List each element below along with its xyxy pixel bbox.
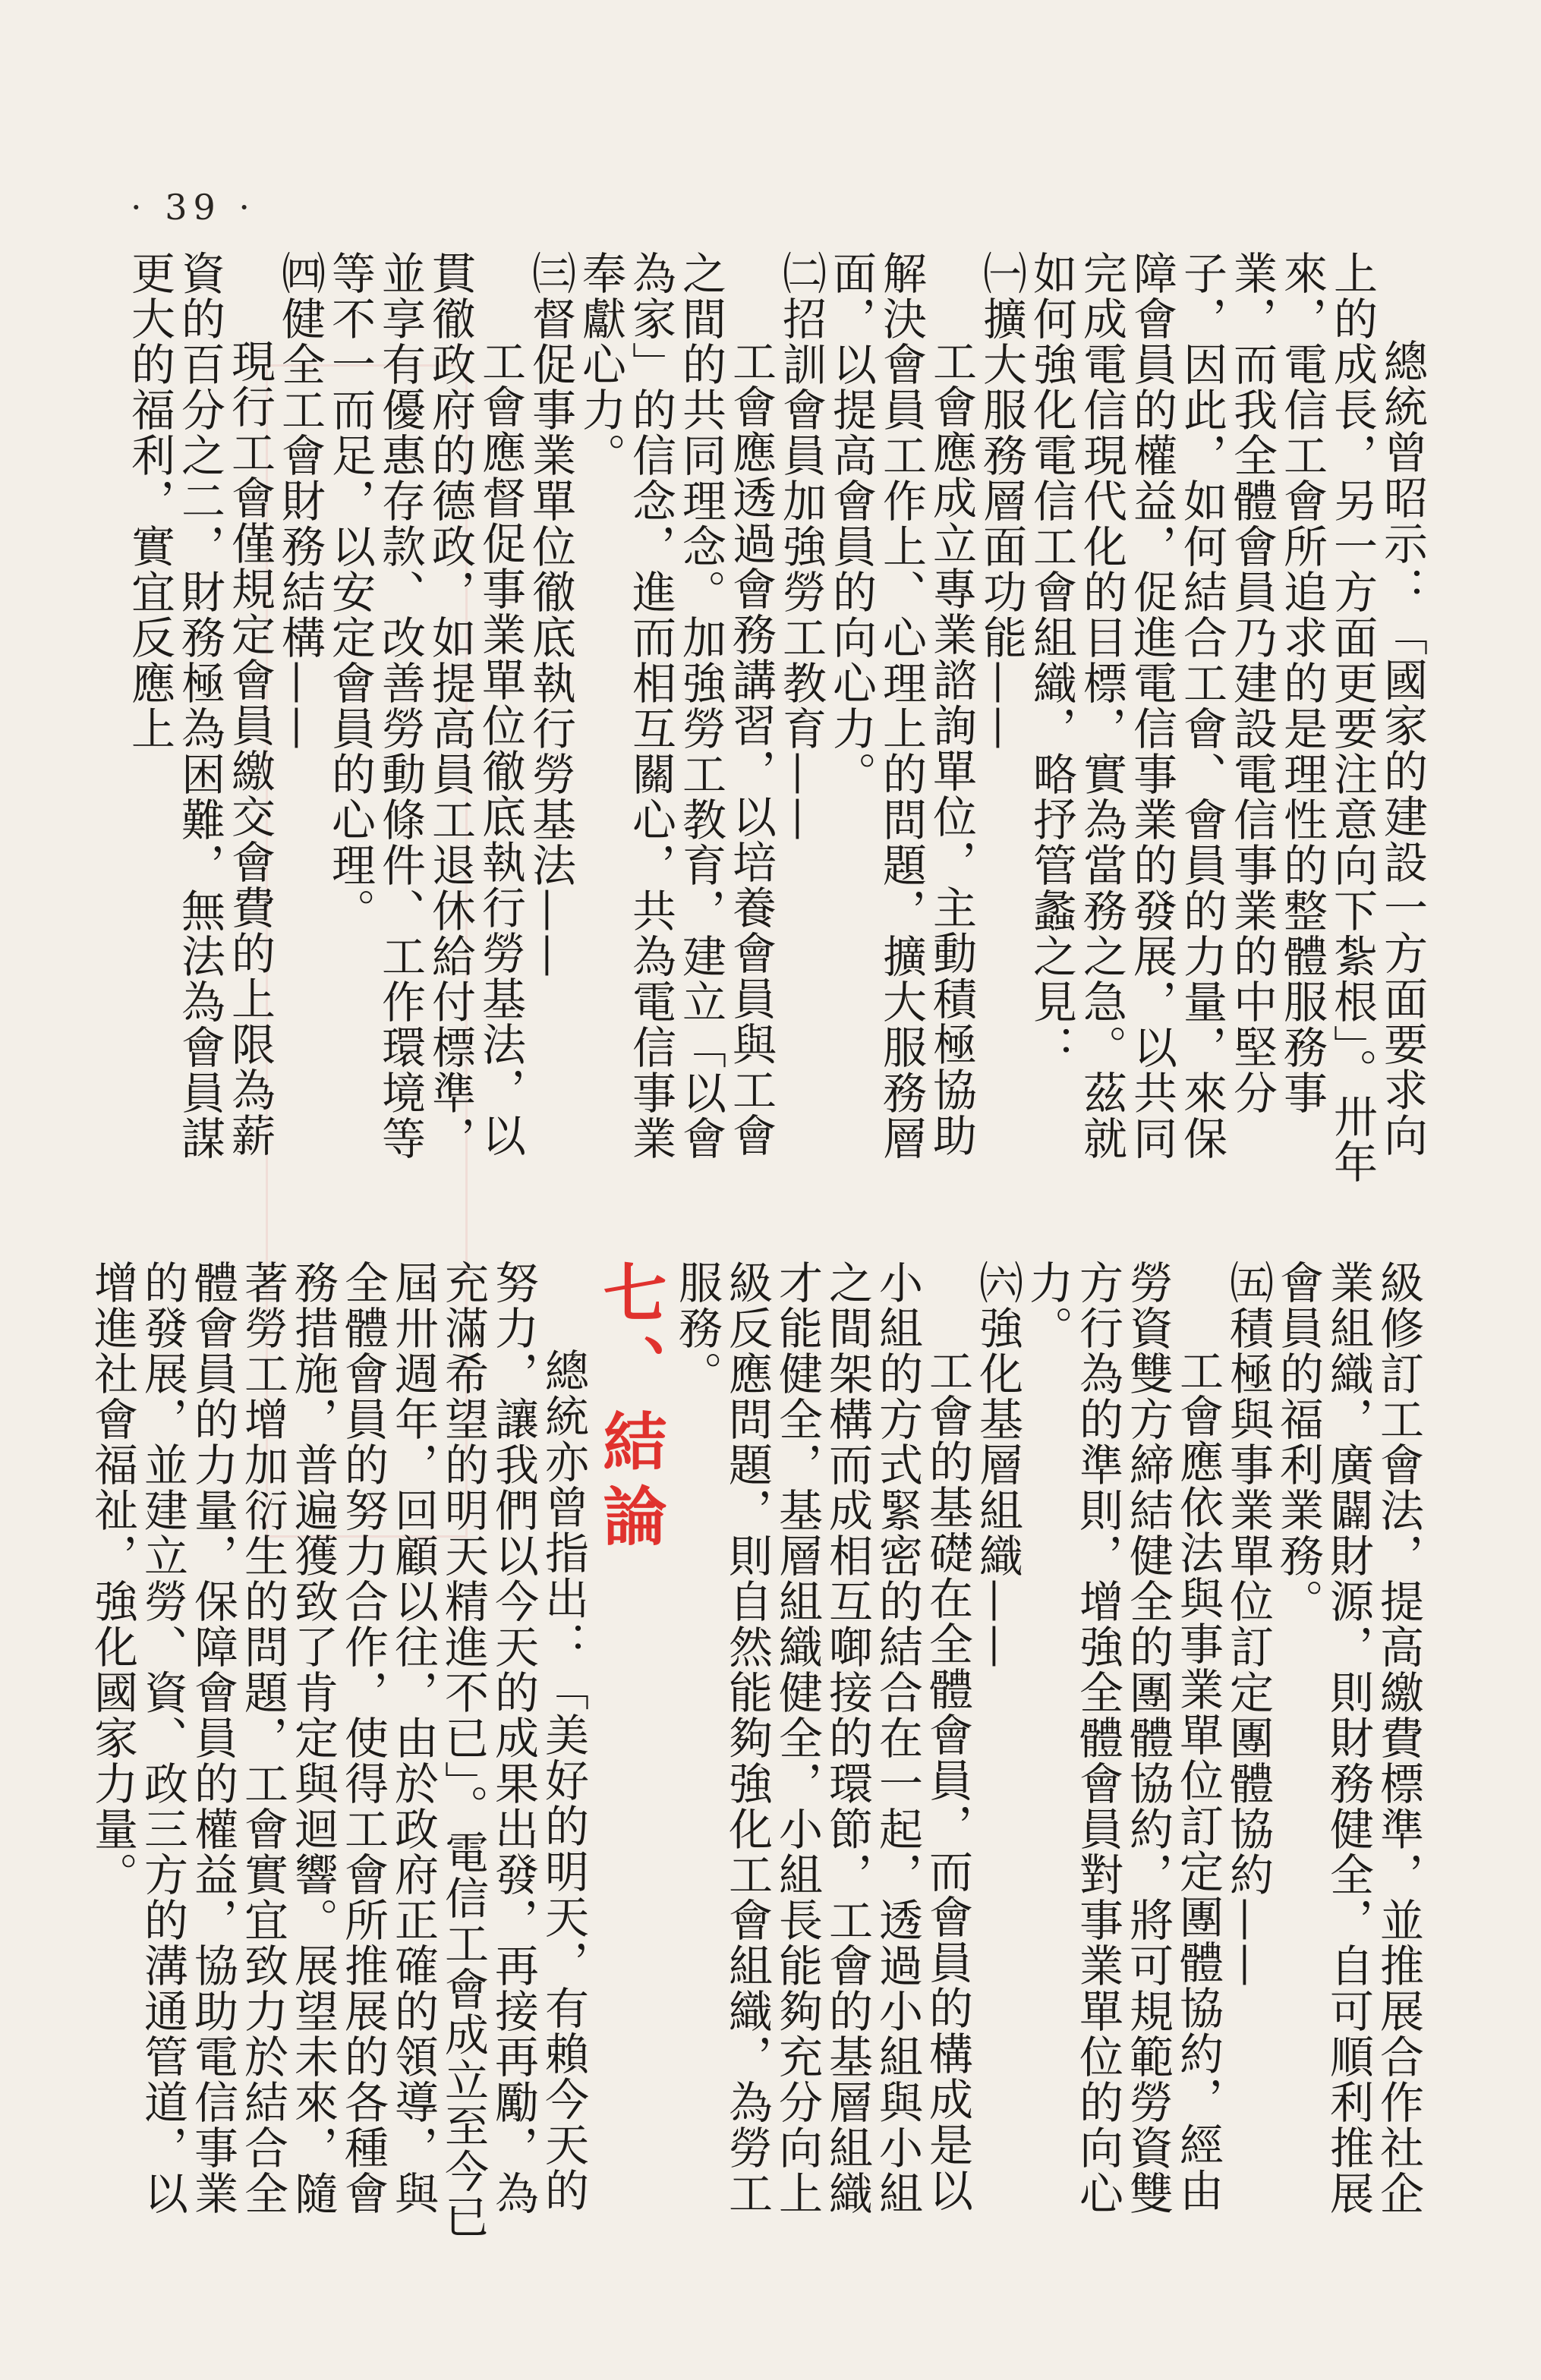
section-title-conclusion: 七、結論 (593, 1260, 668, 1557)
item5-text: 工會應依法與事業單位訂定團體協約，經由勞資雙方締結健全的團體協約，將可規範勞資雙方行為的準則，增強全體會員對事業單位的向心力。 (1022, 1260, 1224, 2216)
item5-heading: ㈤積極與事業單位訂定團體協約—— (1222, 1260, 1274, 1988)
intro-paragraph: 總統曾昭示：「國家的建設一方面要求向上的成長，另一方面更要注意向下紮根」。卅年來，電信工會所追求的是理性的整體服務事業，而我全體會員乃建設電信事業的中堅分子，因此，如何結合工會、會員的力量，來保障會員的權益，促進電信事業的發展，以共同完成電信現代化的目標，實為當務之急。茲就如何強化電信工會組織，略抒管蠡之見： (1026, 250, 1428, 1185)
item3-text: 工會應督促事業單位徹底執行勞基法，以貫徹政府的德政，如提高員工退休給付標準，並享有優惠存款、改善勞動條件、工作環境等等不一而足，以安定會員的心理。 (324, 250, 526, 1161)
item4-text: 現行工會僅規定會員繳交會費的上限為薪資的百分之二，財務極為困難，無法為會員謀更大的福利，實宜反應上 (124, 250, 276, 1161)
page-number: · 39 · (131, 187, 257, 228)
item6-heading: ㈥強化基層組織—— (972, 1260, 1023, 1670)
item4-heading: ㈣健全工會財務結構—— (274, 250, 326, 751)
item4-continuation: 級修訂工會法，提高繳費標準，並推展合作社企業組織，廣闢財源，則財務健全，自可順利推展會員的福利業務。 (1272, 1260, 1424, 2216)
item6-text: 工會的基礎在全體會員，而會員的構成是以小組的方式緊密的結合在一起，透過小組與小組之間架構而成相互啣接的環節，工會的基層組織才能健全，基層組織健全，小組長能夠充分向上級反應問題，則自然能夠強化工會組織，為勞工服務。 (671, 1260, 973, 2216)
item3-heading: ㈢督促事業單位徹底執行勞基法—— (525, 250, 576, 979)
item1-heading: ㈠擴大服務層面功能—— (975, 250, 1027, 751)
item2-heading: ㈡招訓會員加強勞工教育—— (775, 250, 827, 842)
top-text-block (106, 250, 1427, 1192)
item1-text: 工會應成立專業諮詢單位，主動積極協助解決會員工作上、心理上的問題，擴大服務層面，以提高會員的向心力。 (825, 250, 977, 1161)
bottom-text-block (87, 1260, 1424, 2246)
item2-text: 工會應透過會務講習，以培養會員與工會之間的共同理念。加強勞工教育，建立「以會為家」的信念，進而相互關心，共為電信事業奉獻心力。 (575, 250, 777, 1161)
conclusion-text: 總統亦曾指出：「美好的明天，有賴今天的努力，讓我們以今天的成果出發，再接再勵，為充滿希望的明天精進不已」。電信工會成立至今已屆卅週年，回顧以往，由於政府正確的領導，與全體會員的努力合作，使得工會所推展的各種會務措施，普遍獲致了肯定與迴響。展望未來，隨著勞工增加衍生的問題，工會實宜致力於結合全體會員的力量，保障會員的權益，協助電信事業的發展，並建立勞、資、政三方的溝通管道，以增進社會福祉，強化國家力量。 (87, 1260, 589, 2240)
